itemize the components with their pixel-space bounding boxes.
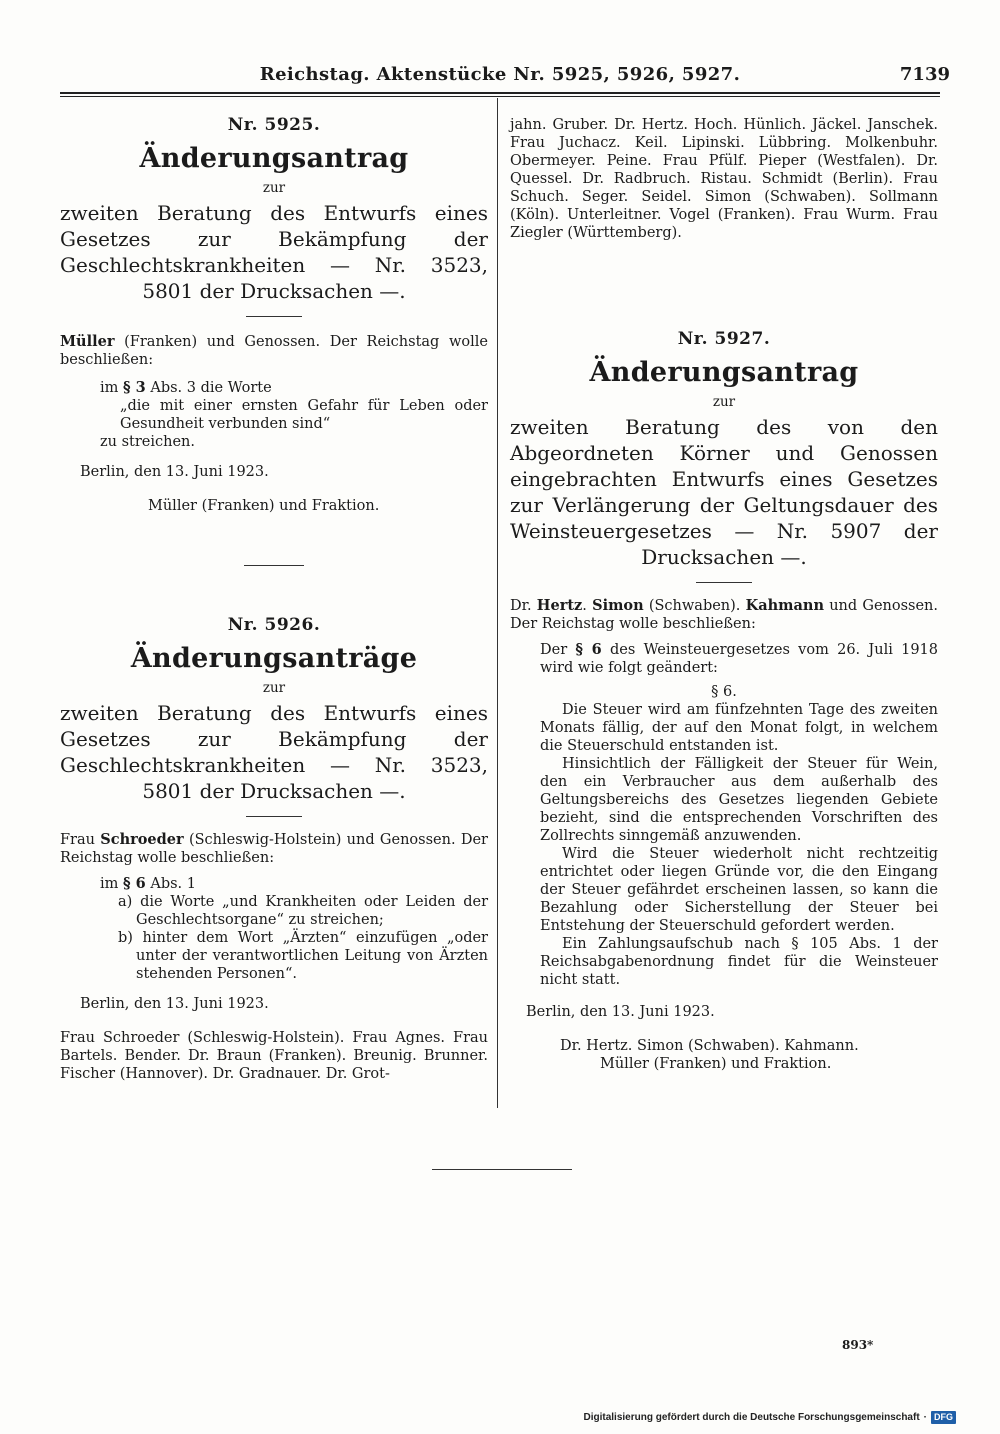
bullet-separator: ·: [923, 1412, 927, 1423]
amendment-rest: Abs. 1: [145, 876, 196, 892]
doc-signature-line-1: Dr. Hertz. Simon (Schwaben). Kahmann.: [560, 1038, 859, 1054]
proposer-name-3: Kahmann: [745, 597, 824, 614]
proposer-sep-1: .: [582, 598, 593, 614]
doc-number: Nr. 5927.: [677, 329, 771, 349]
right-column: [510, 116, 938, 1073]
doc-date: Berlin, den 13. Juni 1923.: [80, 996, 269, 1012]
credit-text: Digitalisierung gefördert durch die Deutsche Forschungsgemeinschaft: [583, 1412, 920, 1423]
document-5927: [510, 330, 938, 1073]
doc-title: Änderungsantrag: [139, 143, 409, 174]
zur-label: zur: [262, 180, 286, 196]
section-para-3: Wird die Steuer wiederholt nicht rechtzeitig entrichtet oder liegen Gründe vor, die den Eingang der Steuer gefährdet erscheinen lassen, so kann die Bezahlung oder Sicherstellung der Steuer bei Entstehung der Steuerschuld gefordert werden.: [540, 846, 938, 934]
digitization-credit: [583, 1411, 956, 1424]
new-section-text: [510, 701, 938, 989]
document-5926: [60, 616, 488, 1083]
amendment-rest: Abs. 3 die Worte: [145, 380, 272, 396]
sheet-number: 893*: [842, 1338, 874, 1352]
left-column: [60, 116, 488, 1083]
doc-signature-line-2: Müller (Franken) und Fraktion.: [600, 1056, 832, 1072]
amendment-lead-im: im: [100, 380, 123, 396]
proposer-name: Schroeder: [100, 831, 184, 848]
section-para-1: Die Steuer wird am fünfzehnten Tage des zweiten Monats fällig, der auf den Monat folgt, in welchem die Steuerschuld entstanden ist.: [540, 702, 938, 754]
page-number: 7139: [899, 64, 950, 85]
proposer-rest: (Franken) und Genossen. Der Reichstag wolle beschließen:: [60, 334, 488, 368]
amendment-quote: „die mit einer ernsten Gefahr für Leben oder Gesundheit verbunden sind“: [120, 398, 488, 432]
intro-prefix: Der: [540, 642, 576, 658]
title-rule: [246, 816, 302, 817]
running-header-title: Reichstag. Aktenstücke Nr. 5925, 5926, 5927.: [259, 64, 741, 85]
proposer-name: Müller: [60, 333, 115, 350]
amendment-intro: [510, 641, 938, 677]
proposer-name-2: Simon: [592, 597, 644, 614]
amendment-paragraph: § 3: [123, 379, 146, 396]
doc-title: Änderungsanträge: [130, 643, 418, 674]
amendment-paragraph: § 6: [123, 875, 146, 892]
doc-subject: zweiten Beratung des von den Abgeordneten Körner und Genossen eingebrachten Entwurfs eines Gesetzes zur Verlängerung der Geltungsdauer des Weinsteuergesetzes — Nr. 5907 der Drucksachen —.: [510, 415, 938, 569]
signatories-part-1: Frau Schroeder (Schleswig-Holstein). Frau Agnes. Frau Bartels. Bender. Dr. Braun (Franken). Breunig. Brunner. Fischer (Hannover). Dr. Gradnauer. Dr. Grot-: [60, 1030, 488, 1082]
proposer-rest: (Schleswig-Holstein) und Genossen. Der Reichstag wolle beschließen:: [60, 832, 488, 866]
intro-paragraph: § 6: [575, 641, 602, 658]
header-rule-thin: [60, 96, 940, 97]
dfg-logo-icon: DFG: [931, 1411, 956, 1424]
amendment-action: zu streichen.: [100, 434, 195, 450]
amendment-lead: [60, 875, 488, 893]
doc-number: Nr. 5925.: [227, 115, 321, 135]
amendment-lead-im: im: [100, 876, 123, 892]
zur-label: zur: [712, 394, 736, 410]
doc-subject: zweiten Beratung des Entwurfs eines Gesetzes zur Bekämpfung der Geschlechtskrankheiten — Nr. 3523, 5801 der Drucksachen —.: [60, 701, 488, 803]
title-rule: [246, 316, 302, 317]
end-rule: [432, 1169, 572, 1170]
amendment-item-b: b) hinter dem Wort „Ärzten“ einzufügen „oder unter der verantwortlichen Leitung von Ärzten stehenden Personen“.: [118, 930, 488, 982]
proposer-name-1: Hertz: [536, 597, 583, 614]
amendment-lead: [60, 379, 488, 397]
amendment-items: [60, 893, 488, 983]
section-para-4: Ein Zahlungsaufschub nach § 105 Abs. 1 der Reichsabgabenordnung findet für die Weinsteuer nicht statt.: [540, 936, 938, 988]
proposer-line: [60, 831, 488, 867]
column-divider: [497, 98, 498, 1108]
amendment-item-a: a) die Worte „und Krankheiten oder Leiden der Geschlechtsorgane“ zu streichen;: [118, 894, 488, 928]
doc-date: Berlin, den 13. Juni 1923.: [80, 464, 269, 480]
doc-title: Änderungsantrag: [589, 357, 859, 388]
title-rule: [696, 582, 752, 583]
proposer-prefix: Dr.: [510, 598, 537, 614]
section-heading: § 6.: [711, 684, 737, 700]
proposer-line: [510, 597, 938, 633]
section-separator: [244, 565, 304, 566]
proposer-rest: und Genossen. Der Reichstag wolle beschließen:: [510, 598, 939, 632]
zur-label: zur: [262, 680, 286, 696]
doc-signature: Müller (Franken) und Fraktion.: [148, 498, 380, 514]
doc-date: Berlin, den 13. Juni 1923.: [526, 1004, 715, 1020]
doc-subject: zweiten Beratung des Entwurfs eines Gesetzes zur Bekämpfung der Geschlechtskrankheiten — Nr. 3523, 5801 der Drucksachen —.: [60, 201, 488, 303]
signatories-part-2: jahn. Gruber. Dr. Hertz. Hoch. Hünlich. Jäckel. Janschek. Frau Juchacz. Keil. Lipinski. Lübbring. Molkenbuhr. Obermeyer. Peine. Frau Pfülf. Pieper (Westfalen). Dr. Quessel. Dr. Radbruch. Ristau. Schmidt (Berlin). Frau Schuch. Seger. Seidel. Simon (Schwaben). Sollmann (Köln). Unterleitner. Vogel (Franken). Frau Wurm. Frau Ziegler (Württemberg).: [510, 117, 938, 241]
proposer-prefix: Frau: [60, 832, 101, 848]
proposer-sep-2: (Schwaben).: [643, 598, 746, 614]
proposer-line: [60, 333, 488, 369]
document-5925: [60, 116, 488, 515]
header-rule: [60, 92, 940, 94]
intro-rest: des Weinsteuergesetzes vom 26. Juli 1918 wird wie folgt geändert:: [540, 642, 938, 676]
doc-number: Nr. 5926.: [227, 615, 321, 635]
section-para-2: Hinsichtlich der Fälligkeit der Steuer für Wein, den ein Verbraucher aus dem außerhalb des Geltungsbereichs des Gesetzes liegenden Gebiete bezieht, sind die entsprechenden Vorschriften des Zollrechts sinngemäß anzuwenden.: [540, 756, 938, 844]
